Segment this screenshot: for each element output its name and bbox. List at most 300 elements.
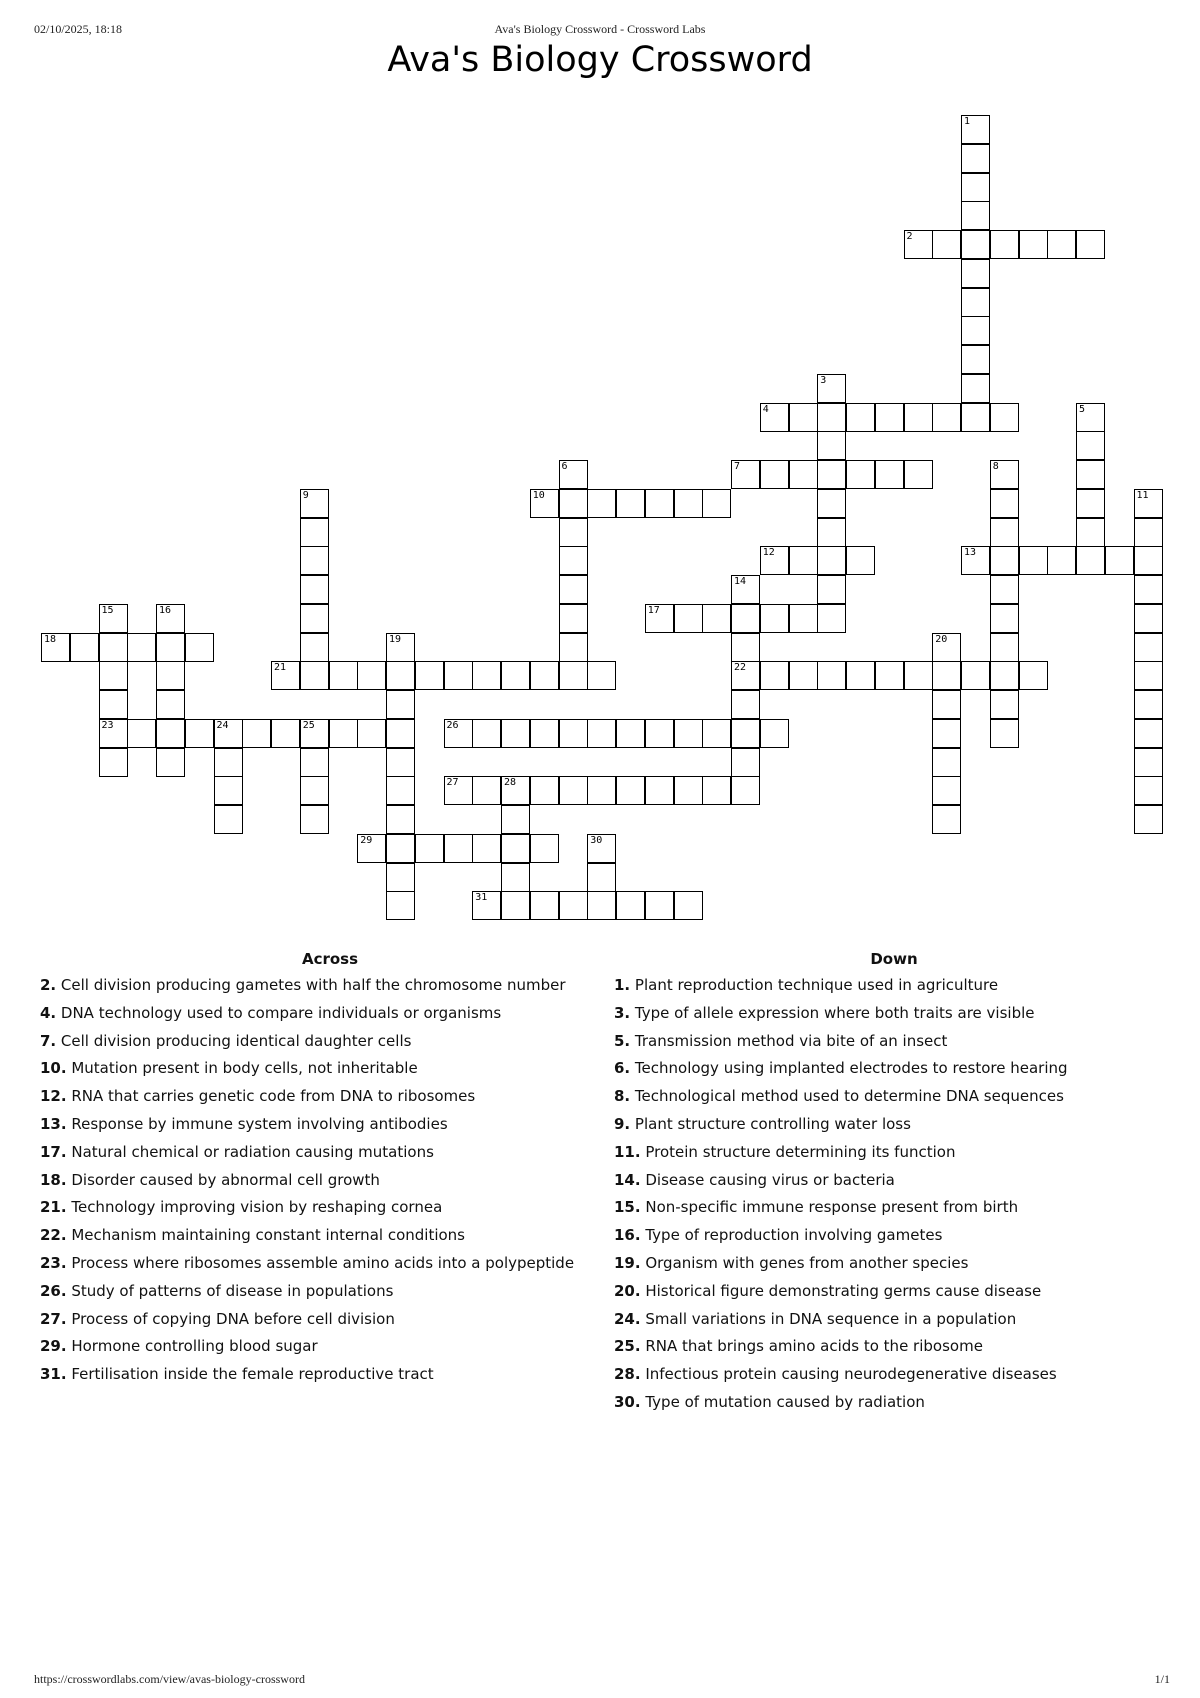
crossword-cell[interactable] xyxy=(127,719,156,748)
crossword-cell[interactable] xyxy=(415,834,444,863)
crossword-cell[interactable] xyxy=(501,776,530,805)
crossword-cell[interactable] xyxy=(501,719,530,748)
crossword-cell[interactable] xyxy=(444,776,473,805)
crossword-cell[interactable] xyxy=(1134,661,1163,690)
crossword-cell[interactable] xyxy=(156,690,185,719)
crossword-cell[interactable] xyxy=(559,776,588,805)
crossword-cell[interactable] xyxy=(961,230,990,259)
down-clue xyxy=(614,1278,1174,1306)
crossword-cell[interactable] xyxy=(530,719,559,748)
down-clue xyxy=(614,1055,1174,1083)
crossword-cell[interactable] xyxy=(674,719,703,748)
down-heading: Down xyxy=(870,950,918,968)
clue-number-label: 17. xyxy=(40,1142,67,1161)
down-clue xyxy=(614,1194,1174,1222)
crossword-cell[interactable] xyxy=(731,748,760,777)
clue-text: Mutation present in body cells, not inheritable xyxy=(66,1059,418,1078)
clue-number: 14 xyxy=(734,576,747,587)
crossword-cell[interactable] xyxy=(300,604,329,633)
crossword-cell[interactable] xyxy=(645,489,674,518)
down-clues xyxy=(614,950,1174,1417)
clue-number: 10 xyxy=(532,489,545,501)
crossword-cell[interactable] xyxy=(760,604,789,633)
clue-number-label: 22. xyxy=(40,1226,67,1245)
crossword-cell[interactable] xyxy=(99,690,128,719)
clue-number: 8 xyxy=(992,461,999,472)
crossword-cell[interactable] xyxy=(1076,431,1105,460)
crossword-cell[interactable] xyxy=(242,719,271,748)
crossword-cell[interactable] xyxy=(587,834,616,863)
across-clue xyxy=(40,1222,620,1250)
crossword-cell[interactable] xyxy=(559,891,588,920)
crossword-cell[interactable] xyxy=(645,604,674,633)
crossword-cell[interactable] xyxy=(789,403,818,432)
crossword-cell[interactable] xyxy=(1134,719,1163,748)
down-clue xyxy=(614,1389,1174,1417)
crossword-cell[interactable] xyxy=(760,460,789,489)
crossword-cell[interactable] xyxy=(616,776,645,805)
clue-text: Type of mutation caused by radiation xyxy=(640,1392,925,1411)
crossword-cell[interactable] xyxy=(731,690,760,719)
crossword-cell[interactable] xyxy=(1134,805,1163,834)
crossword-cell[interactable] xyxy=(156,719,185,748)
down-clue xyxy=(614,1306,1174,1334)
crossword-cell[interactable] xyxy=(731,719,760,748)
crossword-cell[interactable] xyxy=(1047,230,1076,259)
crossword-cell[interactable] xyxy=(904,230,933,259)
crossword-cell[interactable] xyxy=(932,748,961,777)
clue-number-label: 26. xyxy=(40,1281,67,1300)
crossword-cell[interactable] xyxy=(731,633,760,662)
crossword-cell[interactable] xyxy=(271,661,300,690)
crossword-cell[interactable] xyxy=(904,403,933,432)
clue-text: Cell division producing gametes with half the chromosome number xyxy=(56,976,566,994)
crossword-cell[interactable] xyxy=(530,489,559,518)
crossword-cell[interactable] xyxy=(1019,661,1048,690)
crossword-cell[interactable] xyxy=(501,661,530,690)
crossword-cell[interactable] xyxy=(961,345,990,374)
clue-text: Plant reproduction technique used in agriculture xyxy=(630,976,999,994)
crossword-cell[interactable] xyxy=(702,776,731,805)
crossword-cell[interactable] xyxy=(760,661,789,690)
crossword-cell[interactable] xyxy=(300,575,329,604)
crossword-cell[interactable] xyxy=(386,776,415,805)
clue-number: 28 xyxy=(504,777,517,789)
clue-number-label: 12. xyxy=(40,1087,67,1106)
crossword-cell[interactable] xyxy=(501,863,530,892)
crossword-cell[interactable] xyxy=(386,805,415,834)
clue-text: Organism with genes from another species xyxy=(640,1253,969,1272)
crossword-cell[interactable] xyxy=(386,633,415,662)
crossword-cell[interactable] xyxy=(300,518,329,547)
crossword-cell[interactable] xyxy=(559,661,588,690)
crossword-cell[interactable] xyxy=(645,776,674,805)
crossword-cell[interactable] xyxy=(760,719,789,748)
crossword-cell[interactable] xyxy=(817,518,846,547)
crossword-cell[interactable] xyxy=(932,805,961,834)
crossword-cell[interactable] xyxy=(530,661,559,690)
clue-number: 4 xyxy=(762,403,769,415)
clue-number-label: 18. xyxy=(40,1170,67,1189)
crossword-cell[interactable] xyxy=(444,719,473,748)
crossword-cell[interactable] xyxy=(559,546,588,575)
crossword-cell[interactable] xyxy=(702,719,731,748)
across-clue xyxy=(40,1333,620,1361)
clue-number-label: 30. xyxy=(614,1392,641,1411)
across-clues xyxy=(40,950,620,1389)
crossword-cell[interactable] xyxy=(817,604,846,633)
crossword-cell[interactable] xyxy=(932,719,961,748)
clue-number-label: 4. xyxy=(40,1003,57,1022)
clue-text: Response by immune system involving antibodies xyxy=(66,1114,448,1133)
clue-number-label: 28. xyxy=(614,1365,641,1384)
crossword-cell[interactable] xyxy=(645,719,674,748)
crossword-cell[interactable] xyxy=(731,460,760,489)
crossword-cell[interactable] xyxy=(990,460,1019,489)
crossword-cell[interactable] xyxy=(1134,776,1163,805)
crossword-cell[interactable] xyxy=(156,748,185,777)
crossword-cell[interactable] xyxy=(530,776,559,805)
crossword-cell[interactable] xyxy=(386,748,415,777)
crossword-cell[interactable] xyxy=(530,834,559,863)
crossword-cell[interactable] xyxy=(990,719,1019,748)
crossword-cell[interactable] xyxy=(674,489,703,518)
crossword-cell[interactable] xyxy=(1047,546,1076,575)
crossword-cell[interactable] xyxy=(300,719,329,748)
crossword-cell[interactable] xyxy=(300,546,329,575)
crossword-cell[interactable] xyxy=(530,891,559,920)
clue-text: Process where ribosomes assemble amino acids into a polypeptide xyxy=(66,1253,575,1272)
crossword-cell[interactable] xyxy=(271,719,300,748)
crossword-cell[interactable] xyxy=(932,661,961,690)
down-clue xyxy=(614,1222,1174,1250)
crossword-cell[interactable] xyxy=(444,661,473,690)
crossword-cell[interactable] xyxy=(961,144,990,173)
clue-number: 30 xyxy=(590,834,603,846)
clue-number: 31 xyxy=(475,892,488,904)
crossword-cell[interactable] xyxy=(156,633,185,662)
crossword-cell[interactable] xyxy=(1134,518,1163,547)
crossword-cell[interactable] xyxy=(932,690,961,719)
crossword-cell[interactable] xyxy=(731,604,760,633)
crossword-cell[interactable] xyxy=(760,546,789,575)
down-clue xyxy=(614,1333,1174,1361)
crossword-cell[interactable] xyxy=(214,776,243,805)
crossword-cell[interactable] xyxy=(329,661,358,690)
print-page-title: Ava's Biology Crossword - Crossword Labs xyxy=(494,22,706,36)
crossword-cell[interactable] xyxy=(472,776,501,805)
crossword-cell[interactable] xyxy=(214,805,243,834)
crossword-cell[interactable] xyxy=(1134,546,1163,575)
clue-number: 12 xyxy=(762,547,775,559)
clue-text: Historical figure demonstrating germs cause disease xyxy=(640,1281,1042,1300)
crossword-cell[interactable] xyxy=(300,633,329,662)
crossword-cell[interactable] xyxy=(1134,575,1163,604)
crossword-cell[interactable] xyxy=(444,834,473,863)
clue-text: Technology using implanted electrodes to restore hearing xyxy=(630,1059,1068,1078)
crossword-cell[interactable] xyxy=(1134,748,1163,777)
clue-text: Technology improving vision by reshaping cornea xyxy=(66,1198,443,1217)
crossword-cell[interactable] xyxy=(357,719,386,748)
crossword-cell[interactable] xyxy=(961,115,990,144)
crossword-cell[interactable] xyxy=(674,776,703,805)
clue-text: Process of copying DNA before cell division xyxy=(66,1309,395,1328)
crossword-cell[interactable] xyxy=(817,661,846,690)
clue-number-label: 19. xyxy=(614,1253,641,1272)
across-clue xyxy=(40,1361,620,1389)
crossword-cell[interactable] xyxy=(501,891,530,920)
crossword-cell[interactable] xyxy=(559,489,588,518)
crossword-cell[interactable] xyxy=(961,316,990,345)
crossword-cell[interactable] xyxy=(817,403,846,432)
crossword-cell[interactable] xyxy=(300,748,329,777)
clue-number: 27 xyxy=(446,777,459,789)
crossword-cell[interactable] xyxy=(817,374,846,403)
across-clue xyxy=(40,1055,620,1083)
crossword-cell[interactable] xyxy=(674,604,703,633)
crossword-cell[interactable] xyxy=(875,661,904,690)
crossword-cell[interactable] xyxy=(1076,230,1105,259)
crossword-cell[interactable] xyxy=(875,460,904,489)
crossword-cell[interactable] xyxy=(616,489,645,518)
crossword-cell[interactable] xyxy=(559,460,588,489)
crossword-cell[interactable] xyxy=(1134,604,1163,633)
clue-number-label: 15. xyxy=(614,1198,641,1217)
crossword-cell[interactable] xyxy=(1076,546,1105,575)
clue-number-label: 25. xyxy=(614,1337,641,1356)
crossword-title: Ava's Biology Crossword xyxy=(387,40,813,80)
crossword-cell[interactable] xyxy=(961,259,990,288)
crossword-cell[interactable] xyxy=(587,863,616,892)
crossword-cell[interactable] xyxy=(846,661,875,690)
crossword-cell[interactable] xyxy=(41,633,70,662)
crossword-cell[interactable] xyxy=(846,460,875,489)
crossword-cell[interactable] xyxy=(932,776,961,805)
crossword-cell[interactable] xyxy=(386,891,415,920)
crossword-cell[interactable] xyxy=(990,633,1019,662)
crossword-cell[interactable] xyxy=(99,719,128,748)
clue-text: Study of patterns of disease in populations xyxy=(66,1281,394,1300)
clue-text: Natural chemical or radiation causing mutations xyxy=(66,1142,434,1161)
crossword-cell[interactable] xyxy=(386,661,415,690)
crossword-cell[interactable] xyxy=(329,719,358,748)
clue-number-label: 29. xyxy=(40,1337,67,1356)
crossword-cell[interactable] xyxy=(789,661,818,690)
crossword-cell[interactable] xyxy=(932,403,961,432)
down-clue xyxy=(614,1167,1174,1195)
crossword-cell[interactable] xyxy=(990,661,1019,690)
crossword-cell[interactable] xyxy=(1134,633,1163,662)
crossword-cell[interactable] xyxy=(156,604,185,633)
crossword-cell[interactable] xyxy=(386,690,415,719)
crossword-cell[interactable] xyxy=(472,834,501,863)
crossword-cell[interactable] xyxy=(300,776,329,805)
crossword-cell[interactable] xyxy=(875,403,904,432)
crossword-cell[interactable] xyxy=(559,575,588,604)
clue-number: 1 xyxy=(964,116,971,127)
crossword-cell[interactable] xyxy=(357,834,386,863)
clue-text: Fertilisation inside the female reproductive tract xyxy=(66,1365,434,1384)
across-clue xyxy=(40,972,620,1000)
crossword-cell[interactable] xyxy=(789,546,818,575)
clue-text: Non-specific immune response present from birth xyxy=(640,1198,1019,1217)
down-clue xyxy=(614,1111,1174,1139)
crossword-cell[interactable] xyxy=(817,546,846,575)
crossword-cell[interactable] xyxy=(846,546,875,575)
crossword-cell[interactable] xyxy=(961,288,990,317)
crossword-cell[interactable] xyxy=(990,546,1019,575)
down-clue xyxy=(614,1028,1174,1056)
crossword-cell[interactable] xyxy=(961,661,990,690)
crossword-cell[interactable] xyxy=(904,460,933,489)
clue-number: 23 xyxy=(101,719,114,731)
crossword-cell[interactable] xyxy=(386,719,415,748)
crossword-cell[interactable] xyxy=(817,489,846,518)
crossword-cell[interactable] xyxy=(501,805,530,834)
crossword-cell[interactable] xyxy=(1105,546,1134,575)
crossword-cell[interactable] xyxy=(300,489,329,518)
crossword-cell[interactable] xyxy=(645,891,674,920)
crossword-cell[interactable] xyxy=(214,719,243,748)
down-clue xyxy=(614,1139,1174,1167)
clue-number-label: 9. xyxy=(614,1114,631,1133)
crossword-cell[interactable] xyxy=(156,661,185,690)
crossword-cell[interactable] xyxy=(587,489,616,518)
crossword-cell[interactable] xyxy=(1019,546,1048,575)
crossword-cell[interactable] xyxy=(731,575,760,604)
crossword-cell[interactable] xyxy=(185,719,214,748)
crossword-cell[interactable] xyxy=(990,230,1019,259)
crossword-cell[interactable] xyxy=(472,661,501,690)
clue-number: 29 xyxy=(360,834,373,846)
crossword-cell[interactable] xyxy=(616,891,645,920)
crossword-cell[interactable] xyxy=(1134,690,1163,719)
down-clue xyxy=(614,1083,1174,1111)
clue-text: Hormone controlling blood sugar xyxy=(66,1337,318,1356)
crossword-cell[interactable] xyxy=(472,891,501,920)
crossword-cell[interactable] xyxy=(674,891,703,920)
crossword-cell[interactable] xyxy=(760,403,789,432)
crossword-cell[interactable] xyxy=(1076,403,1105,432)
clue-number-label: 11. xyxy=(614,1142,641,1161)
crossword-cell[interactable] xyxy=(1019,230,1048,259)
crossword-cell[interactable] xyxy=(1076,460,1105,489)
clue-number-label: 3. xyxy=(614,1003,631,1022)
crossword-cell[interactable] xyxy=(559,518,588,547)
crossword-cell[interactable] xyxy=(386,834,415,863)
clue-text: Transmission method via bite of an insect xyxy=(630,1031,948,1050)
print-page-number: 1/1 xyxy=(1154,1672,1170,1686)
clue-number-label: 10. xyxy=(40,1059,67,1078)
crossword-cell[interactable] xyxy=(559,719,588,748)
crossword-cell[interactable] xyxy=(990,690,1019,719)
clue-number-label: 5. xyxy=(614,1031,631,1050)
crossword-cell[interactable] xyxy=(932,230,961,259)
crossword-cell[interactable] xyxy=(961,403,990,432)
across-clue xyxy=(40,1111,620,1139)
clue-number-label: 31. xyxy=(40,1365,67,1384)
clue-number: 16 xyxy=(159,604,172,616)
crossword-cell[interactable] xyxy=(1076,489,1105,518)
crossword-cell[interactable] xyxy=(70,633,99,662)
crossword-cell[interactable] xyxy=(1134,489,1163,518)
crossword-cell[interactable] xyxy=(904,661,933,690)
crossword-cell[interactable] xyxy=(990,575,1019,604)
crossword-cell[interactable] xyxy=(961,201,990,230)
clue-number-label: 24. xyxy=(614,1309,641,1328)
across-clue xyxy=(40,1278,620,1306)
crossword-cell[interactable] xyxy=(587,891,616,920)
crossword-cell[interactable] xyxy=(961,173,990,202)
crossword-cell[interactable] xyxy=(501,834,530,863)
crossword-cell[interactable] xyxy=(587,661,616,690)
clue-number: 18 xyxy=(44,633,57,645)
crossword-cell[interactable] xyxy=(961,374,990,403)
crossword-cell[interactable] xyxy=(702,489,731,518)
crossword-cell[interactable] xyxy=(789,460,818,489)
crossword-cell[interactable] xyxy=(616,719,645,748)
crossword-cell[interactable] xyxy=(961,546,990,575)
crossword-cell[interactable] xyxy=(472,719,501,748)
clue-number: 22 xyxy=(734,662,747,674)
crossword-cell[interactable] xyxy=(214,748,243,777)
crossword-cell[interactable] xyxy=(702,604,731,633)
crossword-cell[interactable] xyxy=(99,661,128,690)
crossword-cell[interactable] xyxy=(990,489,1019,518)
crossword-cell[interactable] xyxy=(559,604,588,633)
crossword-cell[interactable] xyxy=(127,633,156,662)
crossword-cell[interactable] xyxy=(185,633,214,662)
clue-text: Technological method used to determine DNA sequences xyxy=(630,1087,1064,1106)
across-clue xyxy=(40,1250,620,1278)
clue-number: 15 xyxy=(101,604,114,616)
crossword-cell[interactable] xyxy=(846,403,875,432)
clue-text: Disorder caused by abnormal cell growth xyxy=(66,1170,380,1189)
crossword-cell[interactable] xyxy=(932,633,961,662)
across-clue xyxy=(40,1000,620,1028)
across-clue xyxy=(40,1028,620,1056)
crossword-cell[interactable] xyxy=(357,661,386,690)
crossword-cell[interactable] xyxy=(587,776,616,805)
crossword-cell[interactable] xyxy=(300,661,329,690)
down-clue xyxy=(614,1361,1174,1389)
crossword-cell[interactable] xyxy=(99,604,128,633)
clue-text: DNA technology used to compare individuals or organisms xyxy=(56,1003,502,1022)
clue-number-label: 2. xyxy=(40,976,57,994)
crossword-cell[interactable] xyxy=(1076,518,1105,547)
crossword-cell[interactable] xyxy=(990,403,1019,432)
crossword-cell[interactable] xyxy=(990,604,1019,633)
crossword-cell[interactable] xyxy=(817,575,846,604)
crossword-cell[interactable] xyxy=(559,633,588,662)
clue-text: Infectious protein causing neurodegenerative diseases xyxy=(640,1365,1057,1384)
crossword-cell[interactable] xyxy=(817,460,846,489)
crossword-cell[interactable] xyxy=(731,661,760,690)
crossword-cell[interactable] xyxy=(386,863,415,892)
crossword-cell[interactable] xyxy=(415,661,444,690)
clue-number-label: 1. xyxy=(614,976,631,994)
clue-number: 5 xyxy=(1079,403,1086,415)
clue-text: Type of allele expression where both traits are visible xyxy=(630,1003,1035,1022)
crossword-cell[interactable] xyxy=(99,633,128,662)
crossword-cell[interactable] xyxy=(789,604,818,633)
crossword-cell[interactable] xyxy=(817,431,846,460)
crossword-cell[interactable] xyxy=(990,518,1019,547)
crossword-cell[interactable] xyxy=(587,719,616,748)
crossword-cell[interactable] xyxy=(731,776,760,805)
crossword-cell[interactable] xyxy=(300,805,329,834)
crossword-cell[interactable] xyxy=(99,748,128,777)
